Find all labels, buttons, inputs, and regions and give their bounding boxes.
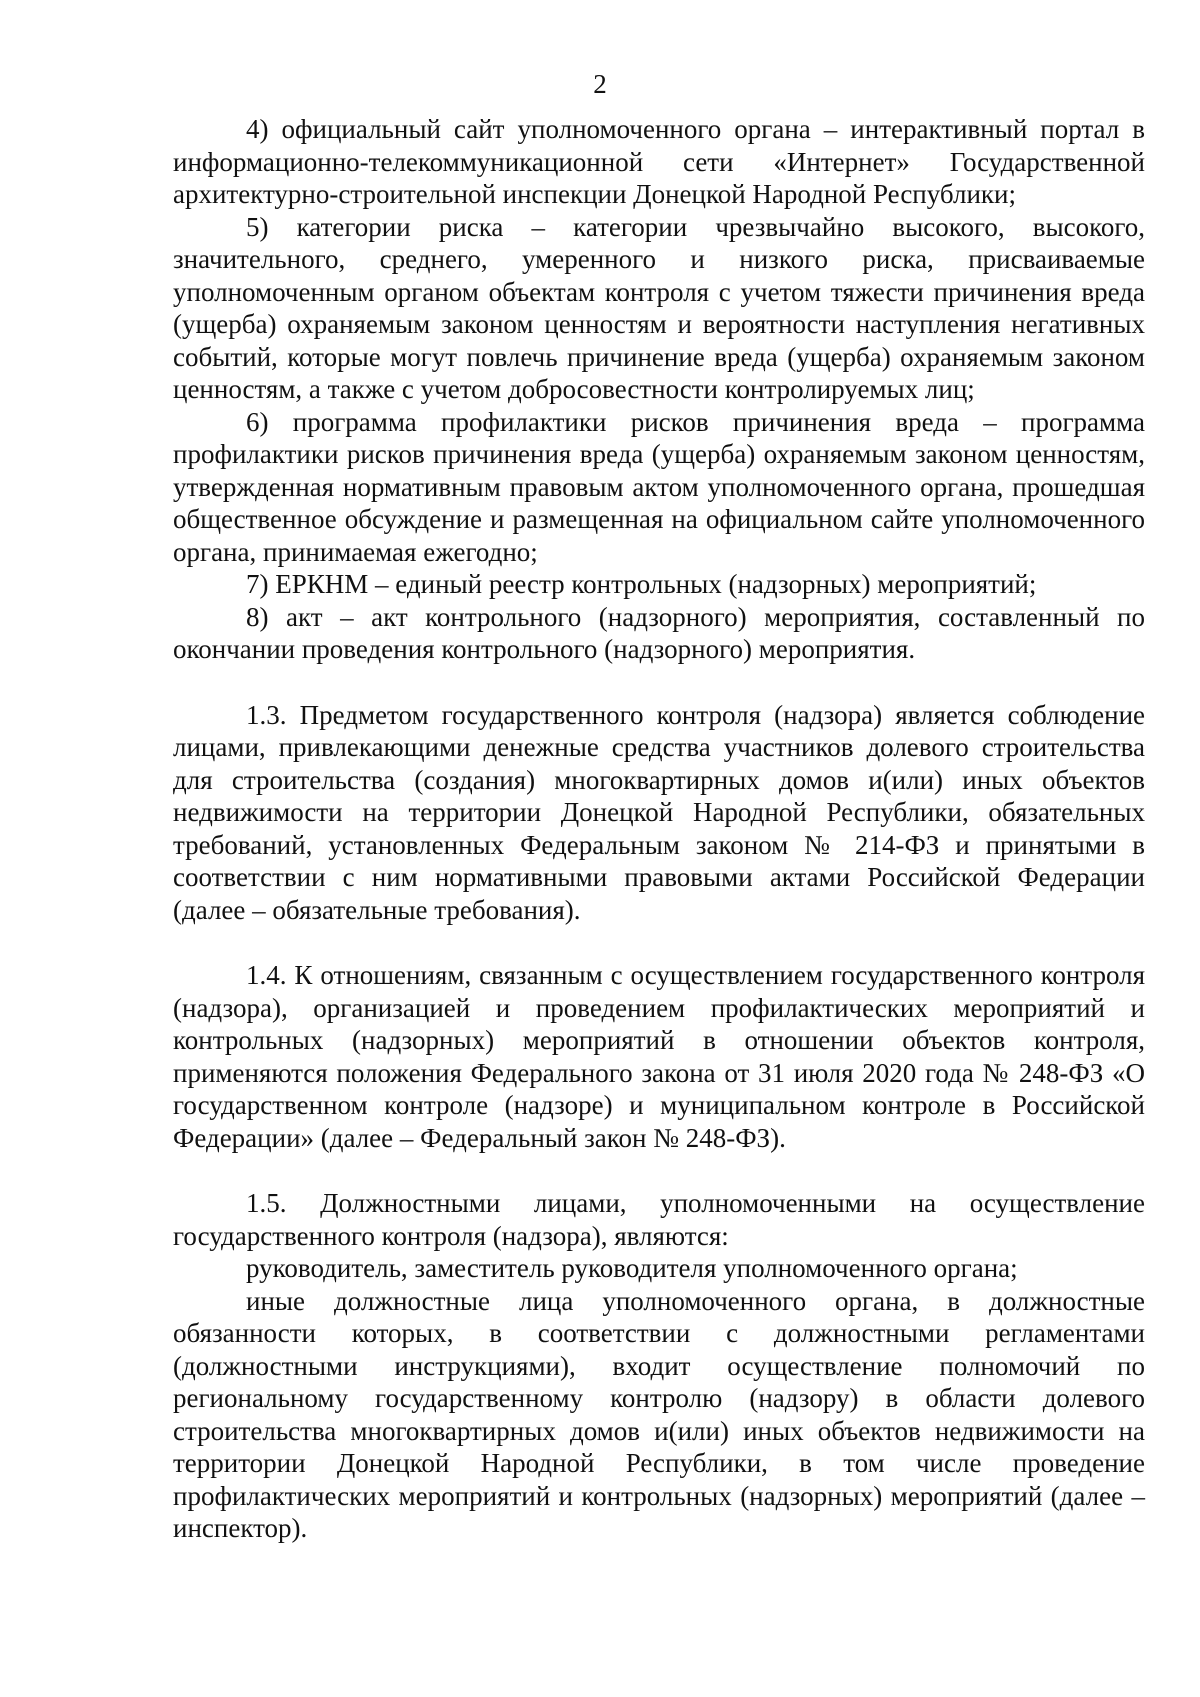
- paragraph-1-5-officials: 1.5. Должностными лицами, уполномоченными на осуществление государственного контроля (надзора), являются:: [173, 1188, 1145, 1251]
- paragraph-8-act: 8) акт – акт контрольного (надзорного) мероприятия, составленный по окончании проведения контрольного (надзорного) мероприятия.: [173, 601, 1145, 664]
- section-gap: [173, 926, 1145, 959]
- paragraph-1-3-subject: 1.3. Предметом государственного контроля (надзора) является соблюдение лицами, привлекающими денежные средства участников долевого строительства для строительства (создания) многоквартирных домов и(или) иных объектов недвижимости на территории Донецкой Народной Республики, обязательных требований, установленных Федеральным законом № 214-ФЗ и принятыми в соответствии с ним нормативными правовыми актами Российской Федерации (далее – обязательные требования).: [173, 699, 1145, 925]
- paragraph-officials-head: руководитель, заместитель руководителя уполномоченного органа;: [246, 1253, 1018, 1283]
- paragraph-7-erknm: 7) ЕРКНМ – единый реестр контрольных (надзорных) мероприятий;: [246, 569, 1037, 599]
- paragraph-5-risk-categories: 5) категории риска – категории чрезвычайно высокого, высокого, значительного, среднего, умеренного и низкого риска, присваиваемые уполномоченным органом объектам контроля с учетом тяжести причинения вреда (ущерба) охраняемым законом ценностям и вероятности наступления негативных событий, которые могут повлечь причинение вреда (ущерба) охраняемым законом ценностям, а также с учетом добросовестности контролируемых лиц;: [173, 211, 1145, 404]
- paragraph-6-prevention-program: 6) программа профилактики рисков причинения вреда – программа профилактики рисков причинения вреда (ущерба) охраняемым законом ценностям, утвержденная нормативным правовым актом уполномоченного органа, прошедшая общественное обсуждение и размещенная на официальном сайте уполномоченного органа, принимаемая ежегодно;: [173, 406, 1145, 567]
- paragraph-4-official-site: 4) официальный сайт уполномоченного органа – интерактивный портал в информационно-телекоммуникационной сети «Интернет» Государственной архитектурно-строительной инспекции Донецкой Народной Республики;: [173, 114, 1145, 209]
- page-number: 2: [593, 69, 607, 99]
- section-gap: [173, 666, 1145, 699]
- document-body: [173, 113, 1145, 1545]
- paragraph-1-4-relations: 1.4. К отношениям, связанным с осуществлением государственного контроля (надзора), организацией и проведением профилактических мероприятий и контрольных (надзорных) мероприятий в отношении объектов контроля, применяются положения Федерального закона от 31 июля 2020 года № 248-ФЗ «О государственном контроле (надзоре) и муниципальном контроле в Российской Федерации» (далее – Федеральный закон № 248-ФЗ).: [173, 960, 1145, 1153]
- paragraph-officials-inspectors: иные должностные лица уполномоченного органа, в должностные обязанности которых, в соответствии с должностными регламентами (должностными инструкциями), входит осуществление полномочий по региональному государственному контролю (надзору) в области долевого строительства многоквартирных домов и(или) иных объектов недвижимости на территории Донецкой Народной Республики, в том числе проведение профилактических мероприятий и контрольных (надзорных) мероприятий (далее – инспектор).: [173, 1285, 1145, 1543]
- section-gap: [173, 1154, 1145, 1187]
